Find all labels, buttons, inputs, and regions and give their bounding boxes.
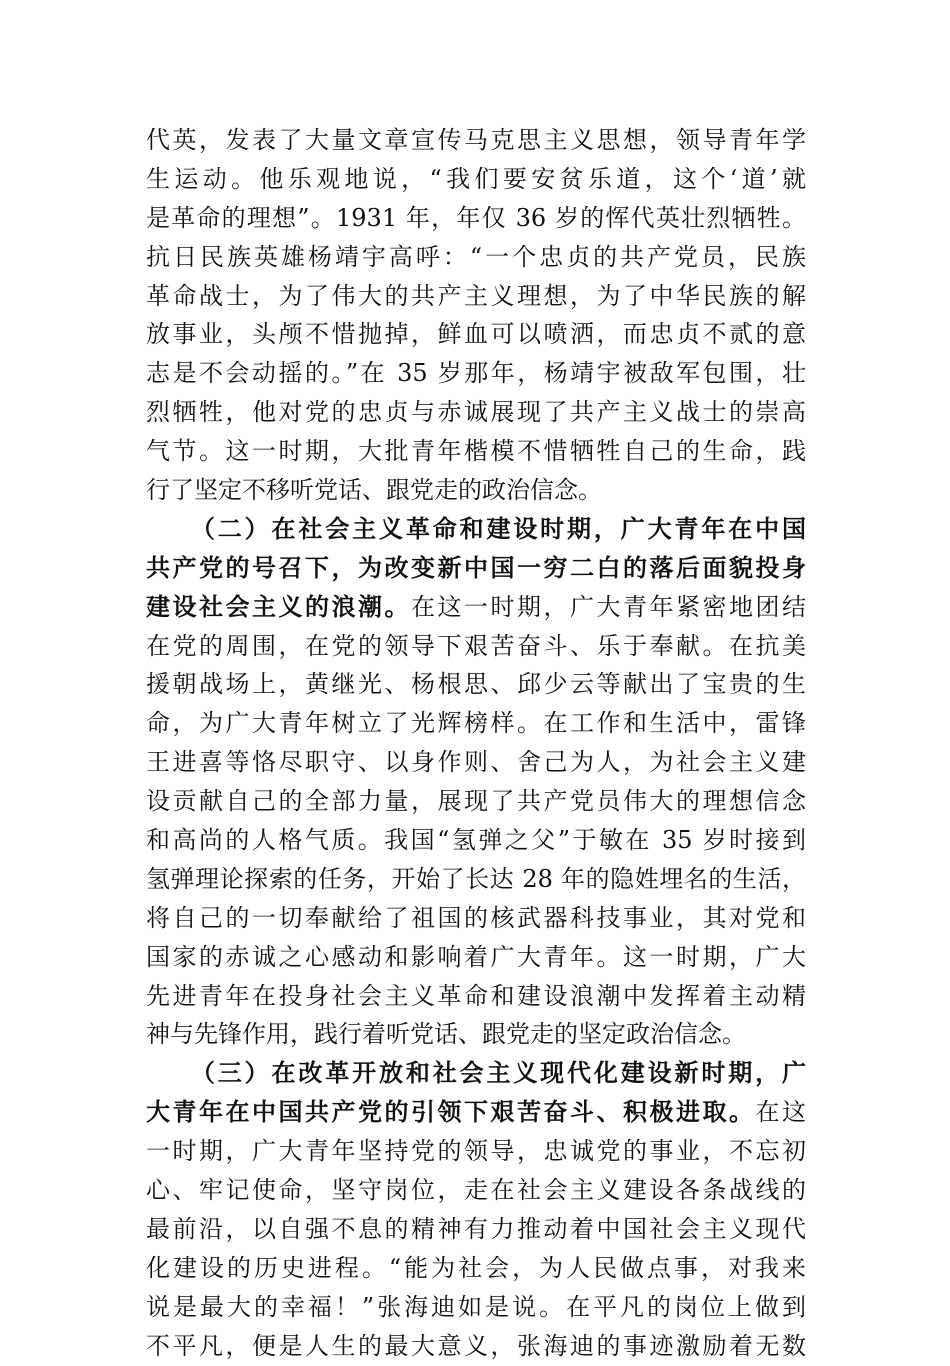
text-line: 王进喜等恪尽职守、以身作则、舍己为人，为社会主义建 xyxy=(146,748,806,777)
text-line: 烈牺牲，他对党的忠贞与赤诚展现了共产主义战士的崇高 xyxy=(146,398,806,427)
text-line: 行了坚定不移听党话、跟党走的政治信念。 xyxy=(146,476,602,505)
text-line: 放事业，头颅不惜抛掉，鲜血可以喷洒，而忠贞不贰的意 xyxy=(146,320,806,349)
text-line: 革命战士，为了伟大的共产主义理想，为了中华民族的解 xyxy=(146,281,806,310)
text-line: 志是不会动摇的。”在 35 岁那年，杨靖宇被敌军包围，壮 xyxy=(146,359,806,388)
text-line: 国家的赤诚之心感动和影响着广大青年。这一时期，广大 xyxy=(146,942,806,971)
text-line: 是革命的理想”。1931 年，年仅 36 岁的恽代英壮烈牺牲。 xyxy=(146,203,806,232)
normal-segment: 在这 xyxy=(755,1098,806,1127)
text-line: 最前沿，以自强不息的精神有力推动着中国社会主义现代 xyxy=(146,1214,806,1243)
text-line: 援朝战场上，黄继光、杨根思、邱少云等献出了宝贵的生 xyxy=(146,670,806,699)
normal-segment: 在这一时期，广大青年紧密地团结 xyxy=(411,592,806,621)
text-line: 命，为广大青年树立了光辉榜样。在工作和生活中，雷锋 xyxy=(146,709,806,738)
text-line: 代英，发表了大量文章宣传马克思主义思想，领导青年学 xyxy=(146,126,806,154)
text-line: 说是最大的幸福！”张海迪如是说。在平凡的岗位上做到 xyxy=(146,1292,806,1321)
text-line: （二）在社会主义革命和建设时期，广大青年在中国 xyxy=(146,513,806,543)
text-line: 和高尚的人格气质。我国“氢弹之父”于敏在 35 岁时接到 xyxy=(146,826,806,855)
text-line: 一时期，广大青年坚持党的领导，忠诚党的事业，不忘初 xyxy=(146,1137,806,1166)
text-line: 在党的周围，在党的领导下艰苦奋斗、乐于奉献。在抗美 xyxy=(146,631,806,660)
text-line: 氢弹理论探索的任务，开始了长达 28 年的隐姓埋名的生活， xyxy=(146,864,806,893)
bold-segment: 大青年在中国共产党的引领下艰苦奋斗、积极进取。 xyxy=(146,1097,756,1127)
text-line: 心、牢记使命，坚守岗位，走在社会主义建设各条战线的 xyxy=(146,1176,806,1205)
text-line: 不平凡，便是人生的最大意义，张海迪的事迹激励着无数 xyxy=(146,1331,806,1360)
bold-segment: 建设社会主义的浪潮。 xyxy=(146,591,411,621)
text-line: 生运动。他乐观地说，“我们要安贫乐道，这个‘道’就 xyxy=(146,164,806,193)
text-line: 共产党的号召下，为改变新中国一穷二白的落后面貌投身 xyxy=(146,552,806,582)
text-line: （三）在改革开放和社会主义现代化建设新时期，广 xyxy=(146,1058,806,1088)
text-line: 气节。这一时期，大批青年楷模不惜牺牲自己的生命，践 xyxy=(146,437,806,466)
text-line xyxy=(146,588,806,627)
text-line: 神与先锋作用，践行着听党话、跟党走的坚定政治信念。 xyxy=(146,1020,746,1049)
document-body xyxy=(146,121,806,1366)
text-line: 先进青年在投身社会主义革命和建设浪潮中发挥着主动精 xyxy=(146,981,806,1010)
text-line: 设贡献自己的全部力量，展现了共产党员伟大的理想信念 xyxy=(146,787,806,816)
text-line: 将自己的一切奉献给了祖国的核武器科技事业，其对党和 xyxy=(146,903,806,932)
text-line xyxy=(146,1093,806,1132)
text-line: 抗日民族英雄杨靖宇高呼：“一个忠贞的共产党员，民族 xyxy=(146,242,806,271)
text-line: 化建设的历史进程。“能为社会，为人民做点事，对我来 xyxy=(146,1253,806,1282)
